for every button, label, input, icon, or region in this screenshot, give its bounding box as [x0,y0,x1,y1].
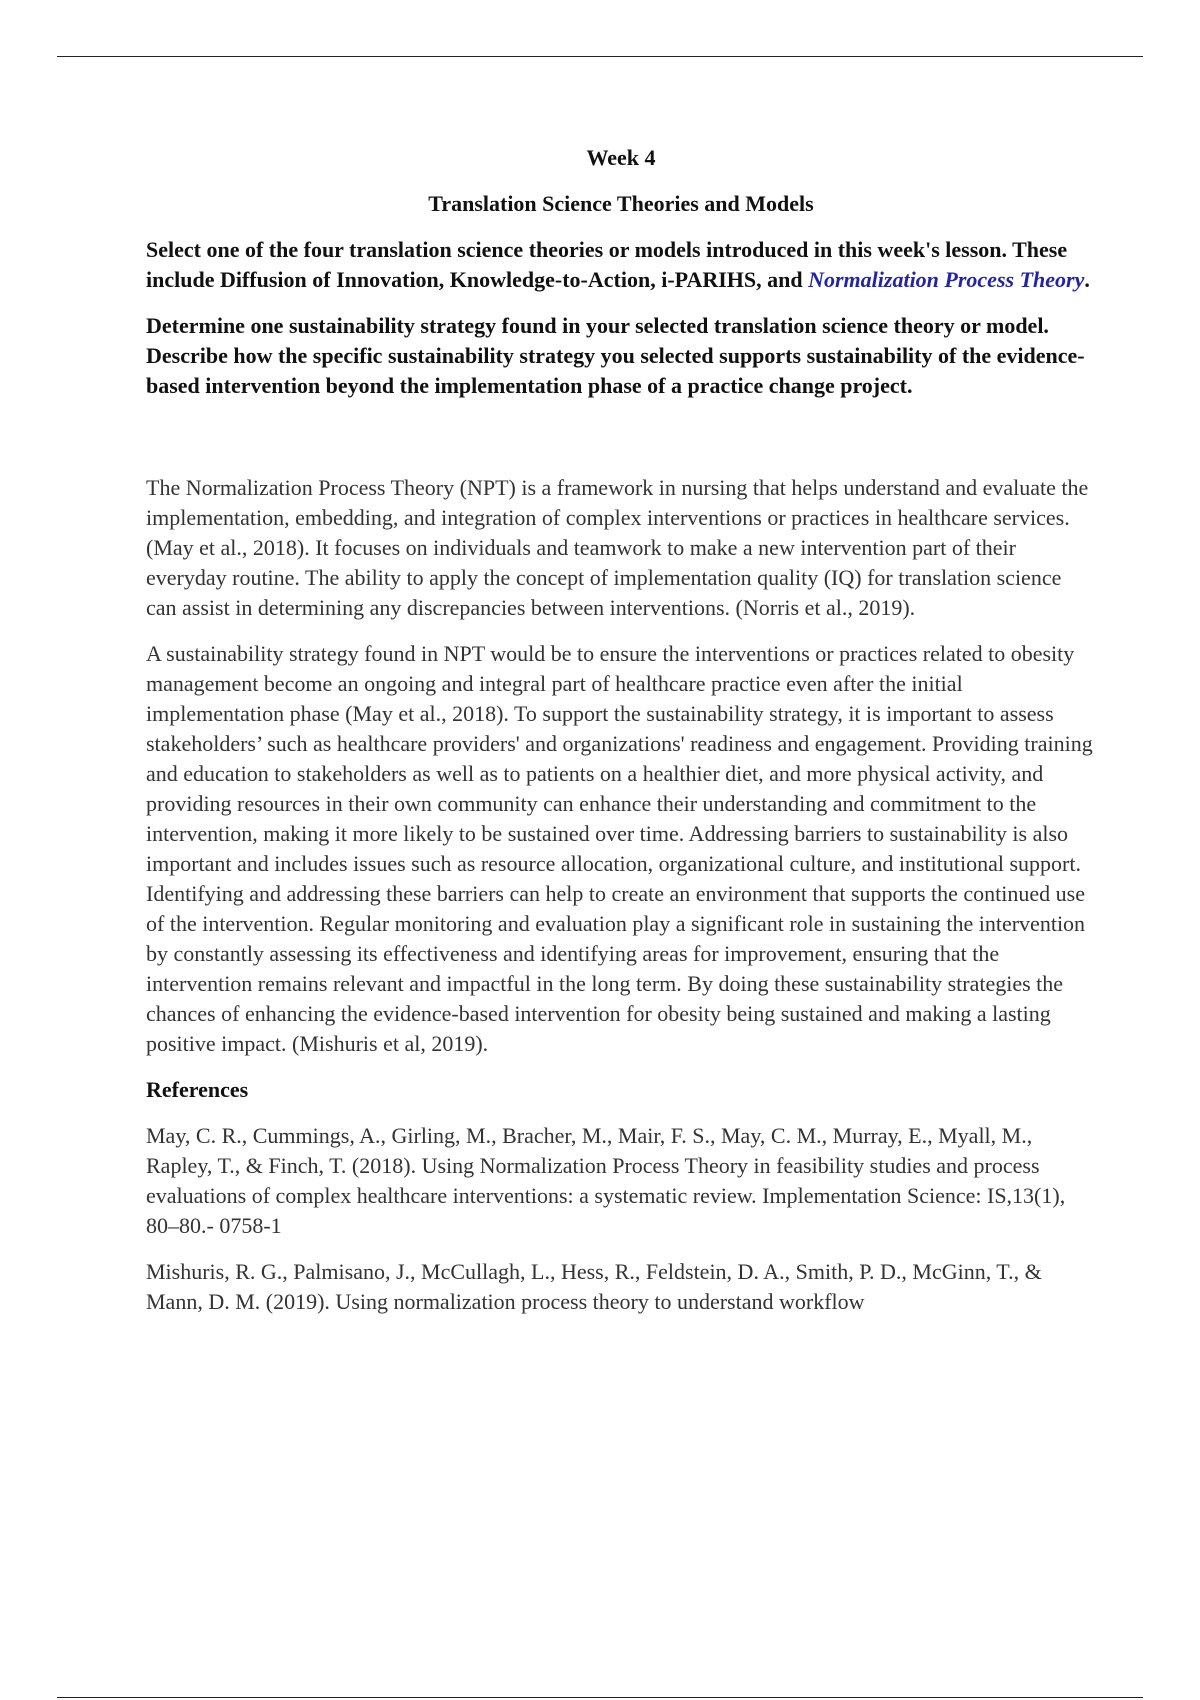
reference-item-2: Mishuris, R. G., Palmisano, J., McCullagh, L., Hess, R., Feldstein, D. A., Smith, P. D., McGinn, T., & Mann, D. M. (2019). Using normalization process theory to understand workflow [146,1259,1042,1314]
prompt-paragraph-1 [146,235,1096,295]
page-title: Translation Science Theories and Models [428,191,814,216]
prompt-paragraph-2: Determine one sustainability strategy found in your selected translation science theory or model. Describe how the specific sustainability strategy you selected supports sustainability of the evidence-based intervention beyond the implementation phase of a practice change project. [146,313,1085,398]
references-heading: References [146,1077,249,1102]
body-paragraph-2: A sustainability strategy found in NPT would be to ensure the interventions or practices related to obesity management become an ongoing and integral part of healthcare practice even after the initial implementation phase (May et al., 2018). To support the sustainability strategy, it is important to assess stakeholders’ such as healthcare providers' and organizations' readiness and engagement. Providing training and education to stakeholders as well as to patients on a healthier diet, and more physical activity, and providing resources in their own community can enhance their understanding and commitment to the intervention, making it more likely to be sustained over time. Addressing barriers to sustainability is also important and includes issues such as resource allocation, organizational culture, and institutional support. Identifying and addressing these barriers can help to create an environment that supports the continued use of the intervention. Regular monitoring and evaluation play a significant role in sustaining the intervention by constantly assessing its effectiveness and identifying areas for improvement, ensuring that the intervention remains relevant and impactful in the long term. By doing these sustainability strategies the chances of enhancing the evidence-based intervention for obesity being sustained and making a lasting positive impact. (Mishuris et al, 2019). [146,641,1093,1056]
week-heading: Week 4 [586,145,656,170]
bottom-rule [57,1697,1143,1698]
top-rule [57,56,1143,57]
prompt-paragraph-1-end: . [1084,267,1090,292]
normalization-process-theory-link[interactable]: Normalization Process Theory [808,267,1085,292]
spacer [146,417,1096,473]
document-body [146,143,1096,1333]
body-paragraph-1: The Normalization Process Theory (NPT) is a framework in nursing that helps understand and evaluate the implementation, embedding, and integration of complex interventions or practices in healthcare services. (May et al., 2018). It focuses on individuals and teamwork to make a new intervention part of their everyday routine. The ability to apply the concept of implementation quality (IQ) for translation science can assist in determining any discrepancies between interventions. (Norris et al., 2019). [146,475,1089,620]
prompt-paragraph-1-text: Select one of the four translation science theories or models introduced in this week's lesson. These include Diffusion of Innovation, Knowledge-to-Action, i-PARIHS, and [146,237,1068,292]
reference-item-1: May, C. R., Cummings, A., Girling, M., Bracher, M., Mair, F. S., May, C. M., Murray, E., Myall, M., Rapley, T., & Finch, T. (2018). Using Normalization Process Theory in feasibility studies and process evaluations of complex healthcare interventions: a systematic review. Implementation Science: IS,13(1), 80–80.- 0758-1 [146,1123,1066,1238]
